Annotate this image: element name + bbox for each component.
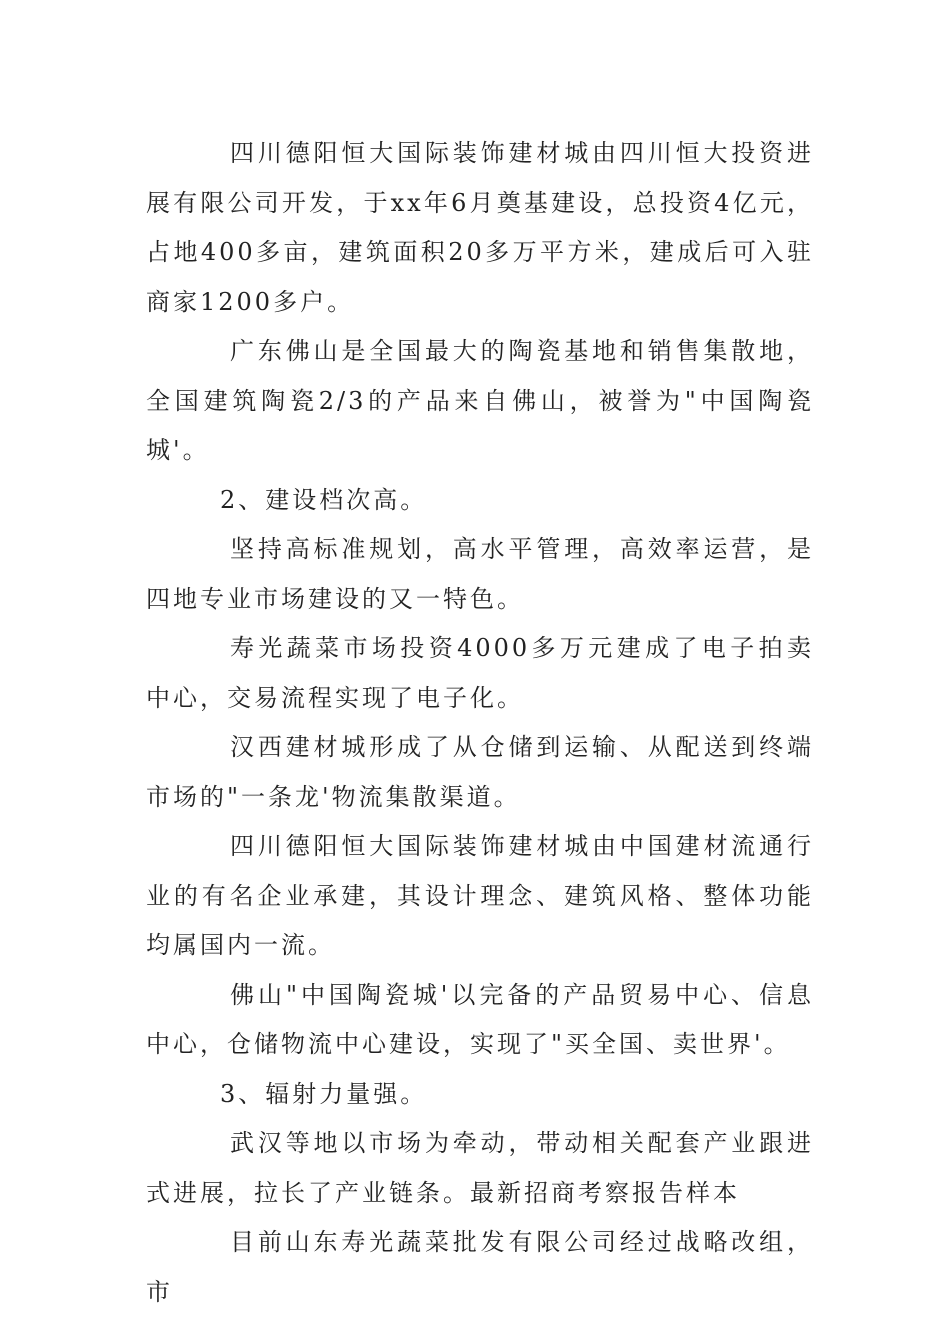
- paragraph-deyang-overview: 四川德阳恒大国际装饰建材城由四川恒大投资进展有限公司开发，于xx年6月奠基建设，总投资4亿元，占地400多亩，建筑面积20多万平方米，建成后可入驻商家1200多户。: [146, 139, 814, 316]
- paragraph-shouguang-restructure: 目前山东寿光蔬菜批发有限公司经过战略改组，市: [146, 1228, 814, 1306]
- paragraph-hanxi-logistics: 汉西建材城形成了从仓储到运输、从配送到终端市场的"一条龙'物流集散渠道。: [146, 733, 814, 811]
- paragraph-shouguang-auction: 寿光蔬菜市场投资4000多万元建成了电子拍卖中心，交易流程实现了电子化。: [146, 634, 814, 712]
- paragraph-high-standards: 坚持高标准规划，高水平管理，高效率运营，是四地专业市场建设的又一特色。: [146, 535, 814, 613]
- paragraph-wuhan-industry-chain: 武汉等地以市场为牵动，带动相关配套产业跟进式进展，拉长了产业链条。最新招商考察报告样本: [146, 1129, 814, 1207]
- section-heading-construction-grade: 2、建设档次高。: [220, 485, 428, 514]
- section-heading-radiation-power: 3、辐射力量强。: [220, 1079, 428, 1108]
- document-body: [146, 129, 814, 1317]
- paragraph-deyang-builder: 四川德阳恒大国际装饰建材城由中国建材流通行业的有名企业承建，其设计理念、建筑风格、整体功能均属国内一流。: [146, 832, 814, 959]
- paragraph-foshan-ceramics: 广东佛山是全国最大的陶瓷基地和销售集散地，全国建筑陶瓷2/3的产品来自佛山，被誉为"中国陶瓷城'。: [146, 337, 814, 464]
- paragraph-foshan-trade-center: 佛山"中国陶瓷城'以完备的产品贸易中心、信息中心，仓储物流中心建设，实现了"买全国、卖世界'。: [146, 980, 814, 1058]
